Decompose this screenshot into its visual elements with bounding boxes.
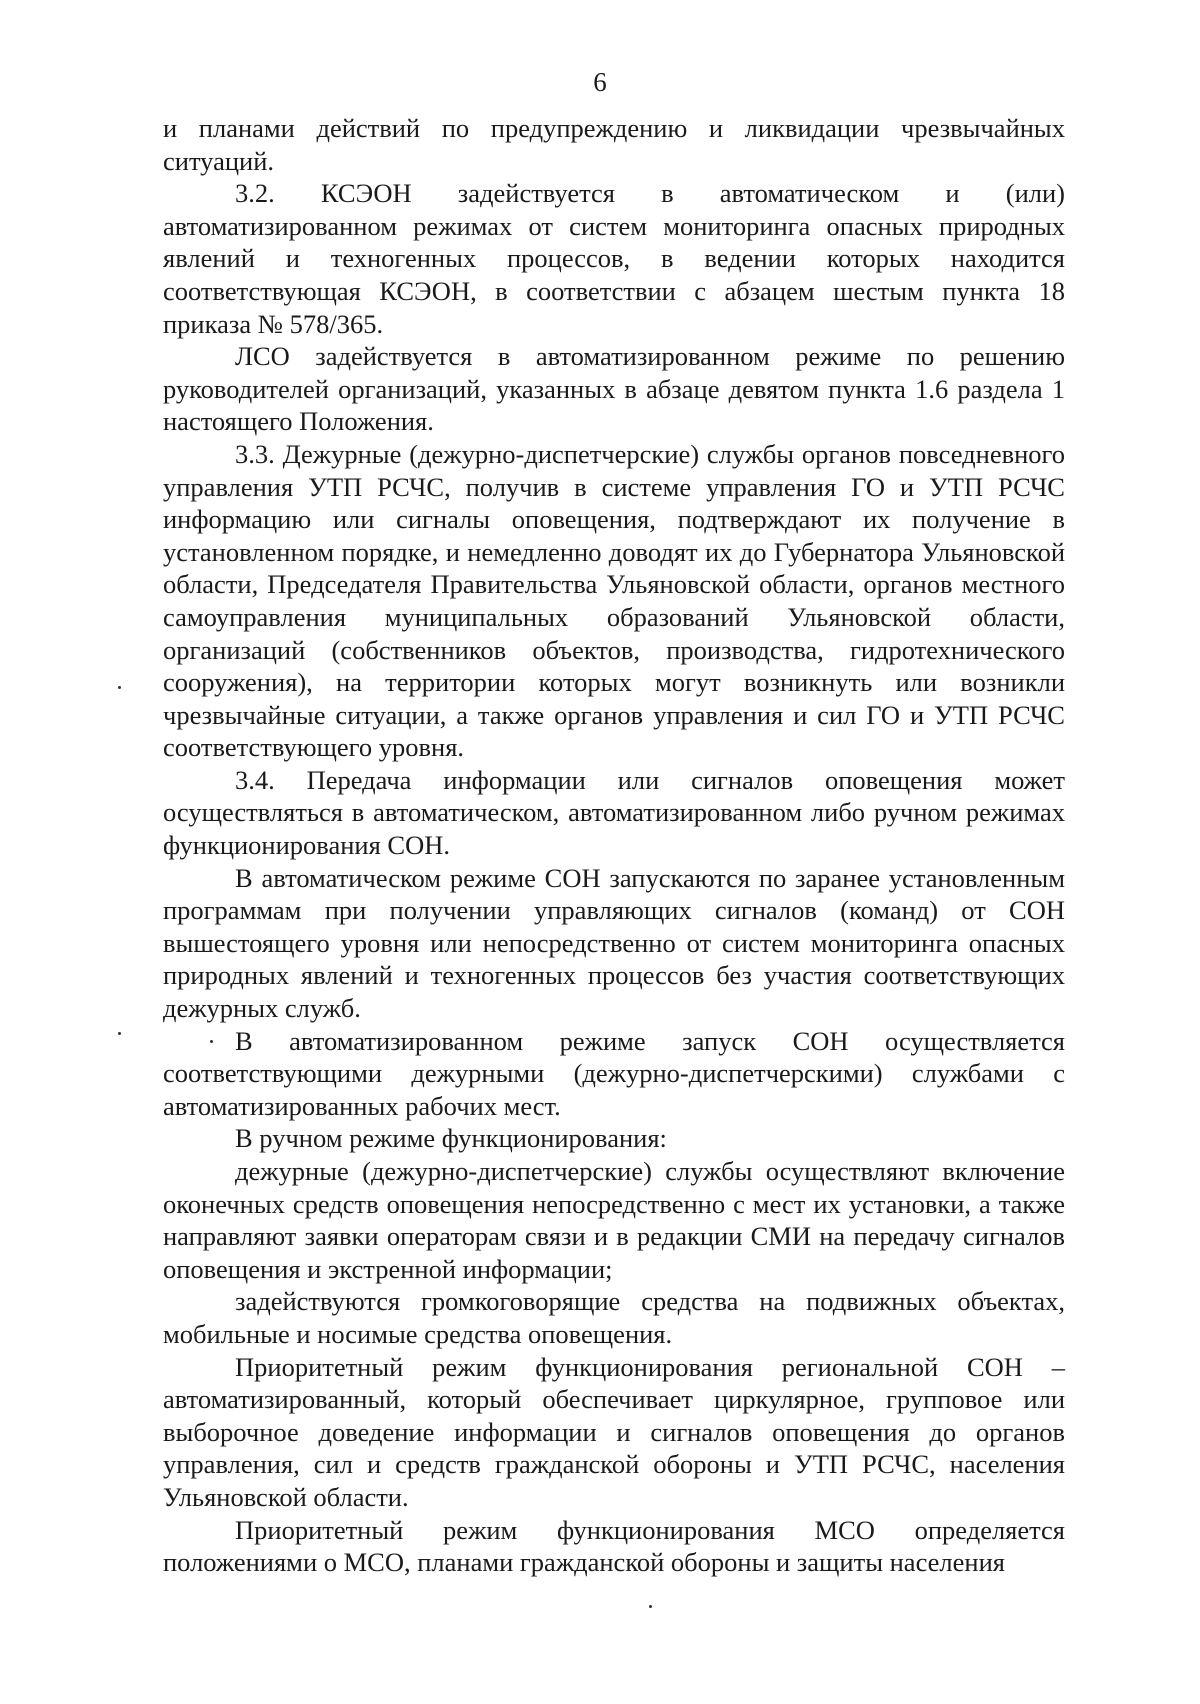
paragraph-manual-mode-item-1: дежурные (дежурно-диспетчерские) службы осуществляют включение оконечных средств оповещения непосредственно с мест их установки, а также направляют заявки операторам связи и в редакции СМИ на передачу сигналов оповещения и экстренной информации;: [163, 1156, 1065, 1284]
document-body: [163, 112, 1065, 1579]
paragraph-manual-mode-intro: В ручном режиме функционирования:: [235, 1123, 667, 1154]
scan-speck: [118, 686, 121, 689]
paragraph-3-3: 3.3. Дежурные (дежурно-диспетчерские) службы органов повседневного управления УТП РСЧС, получив в системе управления ГО и УТП РСЧС информацию или сигналы оповещения, подтверждают их получение в установленном порядке, и немедленно доводят их до Губернатора Ульяновской области, Председателя Правительства Ульяновской области, органов местного самоуправления муниципальных образований Ульяновской области, организаций (собственников объектов, производства, гидротехнического сооружения), на территории которых могут возникнуть или возникли чрезвычайные ситуации, а также органов управления и сил ГО и УТП РСЧС соответствующего уровня.: [163, 438, 1065, 763]
scan-speck: [210, 1040, 213, 1043]
paragraph-mso-priority: Приоритетный режим функционирования МСО определяется положениями о МСО, планами гражданской обороны и защиты населения: [163, 1514, 1065, 1578]
paragraph-automated-mode: В автоматизированном режиме запуск СОН осуществляется соответствующими дежурными (дежурно-диспетчерскими) службами с автоматизированных рабочих мест.: [163, 1025, 1065, 1121]
paragraph-automatic-mode: В автоматическом режиме СОН запускаются по заранее установленным программам при получении управляющих сигналов (команд) от СОН вышестоящего уровня или непосредственно от систем мониторинга опасных природных явлений и техногенных процессов без участия соответствующих дежурных служб.: [163, 862, 1065, 1024]
paragraph-3-4: 3.4. Передача информации или сигналов оповещения может осуществляться в автоматическом, автоматизированном либо ручном режимах функционирования СОН.: [163, 764, 1065, 861]
page-number: 6: [593, 67, 607, 97]
scan-speck: [649, 1605, 652, 1608]
paragraph-lso: ЛСО задействуется в автоматизированном режиме по решению руководителей организаций, указанных в абзаце девятом пункта 1.6 раздела 1 настоящего Положения.: [163, 341, 1065, 437]
paragraph-regional-priority: Приоритетный режим функционирования региональной СОН – автоматизированный, который обеспечивает циркулярное, групповое или выборочное доведение информации и сигналов оповещения до органов управления, сил и средств гражданской обороны и УТП РСЧС, населения Ульяновской области.: [163, 1351, 1065, 1512]
paragraph-3-2: 3.2. КСЭОН задействуется в автоматическом и (или) автоматизированном режимах от систем мониторинга опасных природных явлений и техногенных процессов, в ведении которых находится соответствующая КСЭОН, в соответствии с абзацем шестым пункта 18 приказа № 578/365.: [163, 178, 1065, 339]
paragraph-manual-mode-item-2: задействуются громкоговорящие средства на подвижных объектах, мобильные и носимые средства оповещения.: [163, 1286, 1065, 1349]
paragraph-continuation: и планами действий по предупреждению и ликвидации чрезвычайных ситуаций.: [163, 113, 1065, 176]
scan-speck: [118, 1032, 121, 1035]
